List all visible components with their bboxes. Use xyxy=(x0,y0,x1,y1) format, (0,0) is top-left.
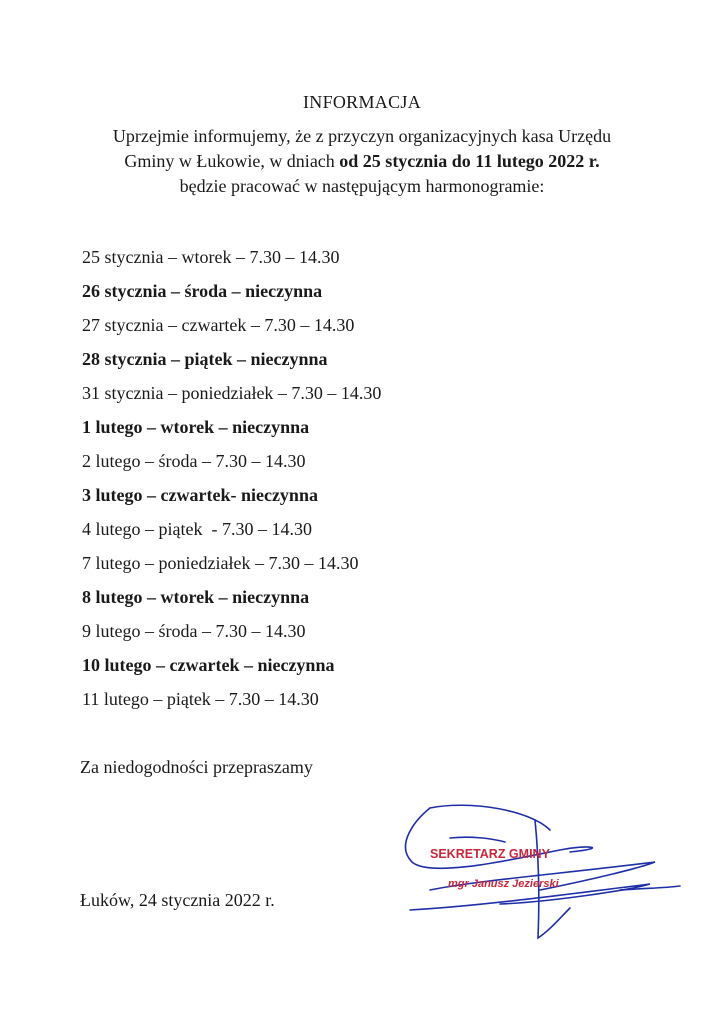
document-title: INFORMACJA xyxy=(302,92,422,112)
apology-text: Za niedogodności przepraszamy xyxy=(80,757,313,777)
intro-line-2 xyxy=(60,149,664,174)
schedule-entry-open: 2 lutego – środa – 7.30 – 14.30 xyxy=(82,451,306,471)
schedule-entry-closed: 26 stycznia – środa – nieczynna xyxy=(82,281,323,301)
schedule-entry-open: 9 lutego – środa – 7.30 – 14.30 xyxy=(82,621,306,641)
intro-line-3: będzie pracować w następującym harmonogramie: xyxy=(179,176,545,196)
handwritten-signature xyxy=(405,805,680,938)
intro-paragraph xyxy=(60,124,664,199)
schedule-entry-open: 25 stycznia – wtorek – 7.30 – 14.30 xyxy=(82,247,340,267)
schedule-entry-closed: 3 lutego – czwartek- nieczynna xyxy=(82,485,318,505)
schedule-entry-open: 27 stycznia – czwartek – 7.30 – 14.30 xyxy=(82,315,355,335)
schedule-entry-open: 31 stycznia – poniedziałek – 7.30 – 14.30 xyxy=(82,383,382,403)
stamp-name: mgr Janusz Jezierski xyxy=(448,878,559,890)
schedule-list xyxy=(82,246,642,722)
place-and-date: Łuków, 24 stycznia 2022 r. xyxy=(80,890,275,910)
signature-stamp xyxy=(390,790,690,950)
intro-line-1: Uprzejmie informujemy, że z przyczyn organizacyjnych kasa Urzędu xyxy=(112,126,612,146)
schedule-entry-closed: 8 lutego – wtorek – nieczynna xyxy=(82,587,310,607)
schedule-entry-open: 11 lutego – piątek – 7.30 – 14.30 xyxy=(82,689,319,709)
stamp-title: SEKRETARZ GMINY xyxy=(430,847,550,861)
schedule-entry-closed: 10 lutego – czwartek – nieczynna xyxy=(82,655,335,675)
schedule-entry-closed: 28 stycznia – piątek – nieczynna xyxy=(82,349,328,369)
intro-date-range: od 25 stycznia do 11 lutego 2022 r. xyxy=(339,151,600,171)
schedule-entry-closed: 1 lutego – wtorek – nieczynna xyxy=(82,417,310,437)
schedule-entry-open: 7 lutego – poniedziałek – 7.30 – 14.30 xyxy=(82,553,359,573)
schedule-entry-open: 4 lutego – piątek - 7.30 – 14.30 xyxy=(82,519,312,539)
intro-line-2-text: Gminy w Łukowie, w dniach xyxy=(124,151,340,171)
